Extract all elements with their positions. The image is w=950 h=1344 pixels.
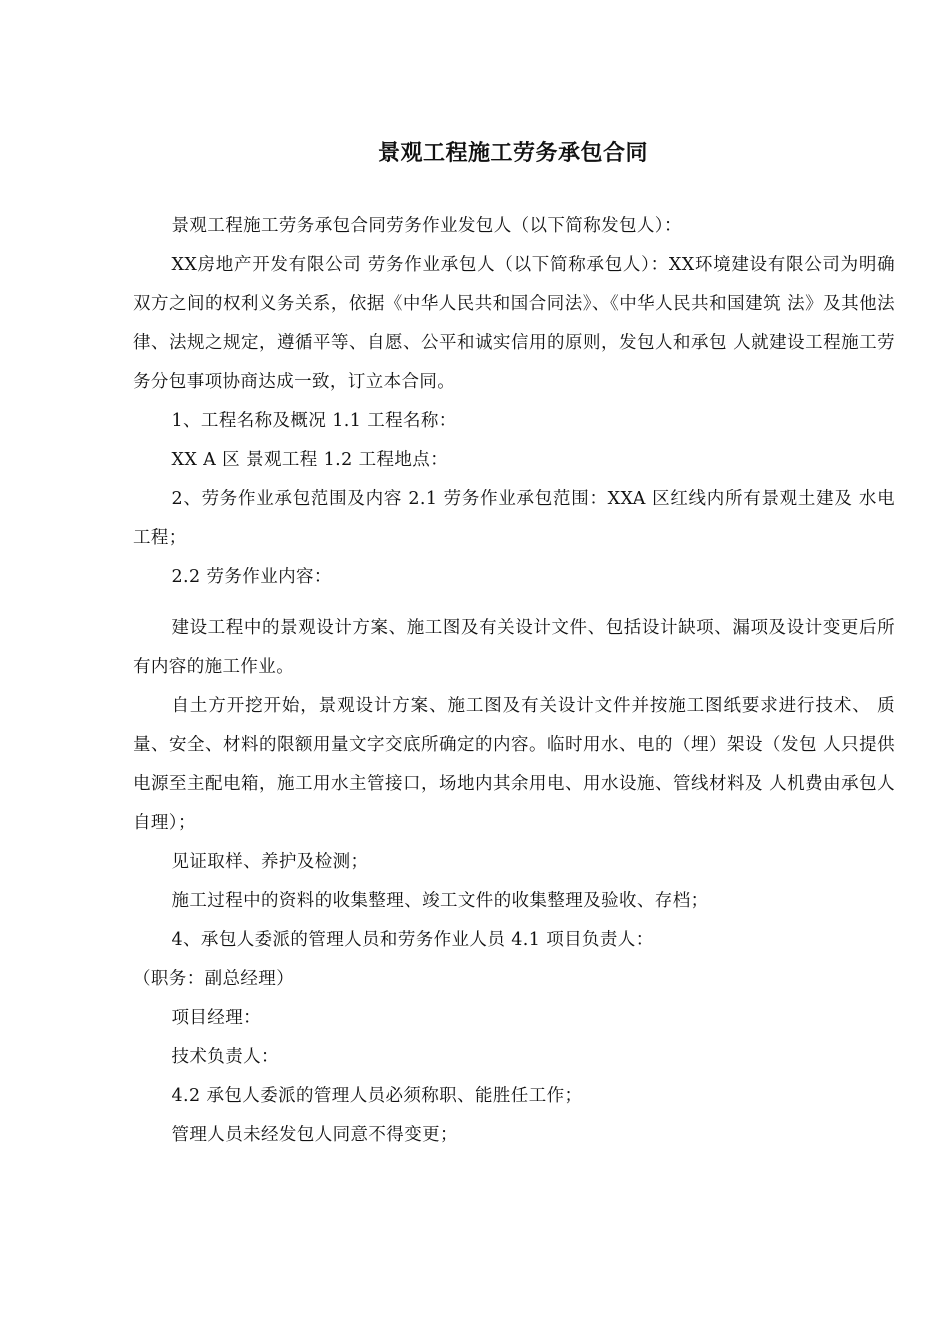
paragraph-earthwork-and-utilities: 自土方开挖开始，景观设计方案、施工图及有关设计文件并按施工图纸要求进行技术、 质量、安全、材料的限额用量文字交底所确定的内容。临时用水、电的（埋）架设（发包 人只提供电源至主配电箱，施工用水主管接口，场地内其余用电、用水设施、管线材料及 人机费由承包人自理）； bbox=[133, 696, 895, 833]
paragraph-parties-and-basis: XX房地产开发有限公司 劳务作业承包人（以下简称承包人）：XX环境建设有限公司为明确双方之间的权利义务关系，依据《中华人民共和国合同法》、《中华人民共和国建筑 法》及其他法律、法规之规定，遵循平等、自愿、公平和诚实信用的原则，发包人和承包 人就建设工程施工劳务分包事项协商达成一致，订立本合同。 bbox=[133, 255, 895, 392]
paragraph-project-manager: 项目经理： bbox=[171, 1008, 261, 1028]
paragraph-personnel-heading: 4、承包人委派的管理人员和劳务作业人员 4.1 项目负责人： bbox=[171, 930, 654, 950]
paragraph-position: （职务：副总经理） bbox=[133, 969, 295, 989]
paragraph-work-content-heading: 2.2 劳务作业内容： bbox=[171, 567, 332, 587]
paragraph-design-work: 建设工程中的景观设计方案、施工图及有关设计文件、包括设计缺项、漏项及设计变更后所有内容的施工作业。 bbox=[133, 618, 895, 677]
paragraph-documentation: 施工过程中的资料的收集整理、竣工文件的收集整理及验收、存档； bbox=[171, 891, 709, 911]
paragraph-technical-lead: 技术负责人： bbox=[171, 1047, 279, 1067]
paragraph-contract-parties-intro: 景观工程施工劳务承包合同劳务作业发包人（以下简称发包人）： bbox=[171, 216, 682, 236]
paragraph-project-location: XX A 区 景观工程 1.2 工程地点： bbox=[171, 450, 449, 470]
paragraph-personnel-competence: 4.2 承包人委派的管理人员必须称职、能胜任工作； bbox=[171, 1086, 583, 1106]
paragraph-project-name: 1、工程名称及概况 1.1 工程名称： bbox=[171, 411, 457, 431]
contract-body bbox=[133, 207, 895, 1155]
paragraph-gap bbox=[133, 597, 895, 609]
paragraph-personnel-change: 管理人员未经发包人同意不得变更； bbox=[171, 1125, 458, 1145]
paragraph-scope: 2、劳务作业承包范围及内容 2.1 劳务作业承包范围：XXA 区红线内所有景观土建及 水电工程； bbox=[133, 489, 895, 548]
document-title: 景观工程施工劳务承包合同 bbox=[377, 141, 648, 166]
paragraph-sampling: 见证取样、养护及检测； bbox=[171, 852, 369, 872]
